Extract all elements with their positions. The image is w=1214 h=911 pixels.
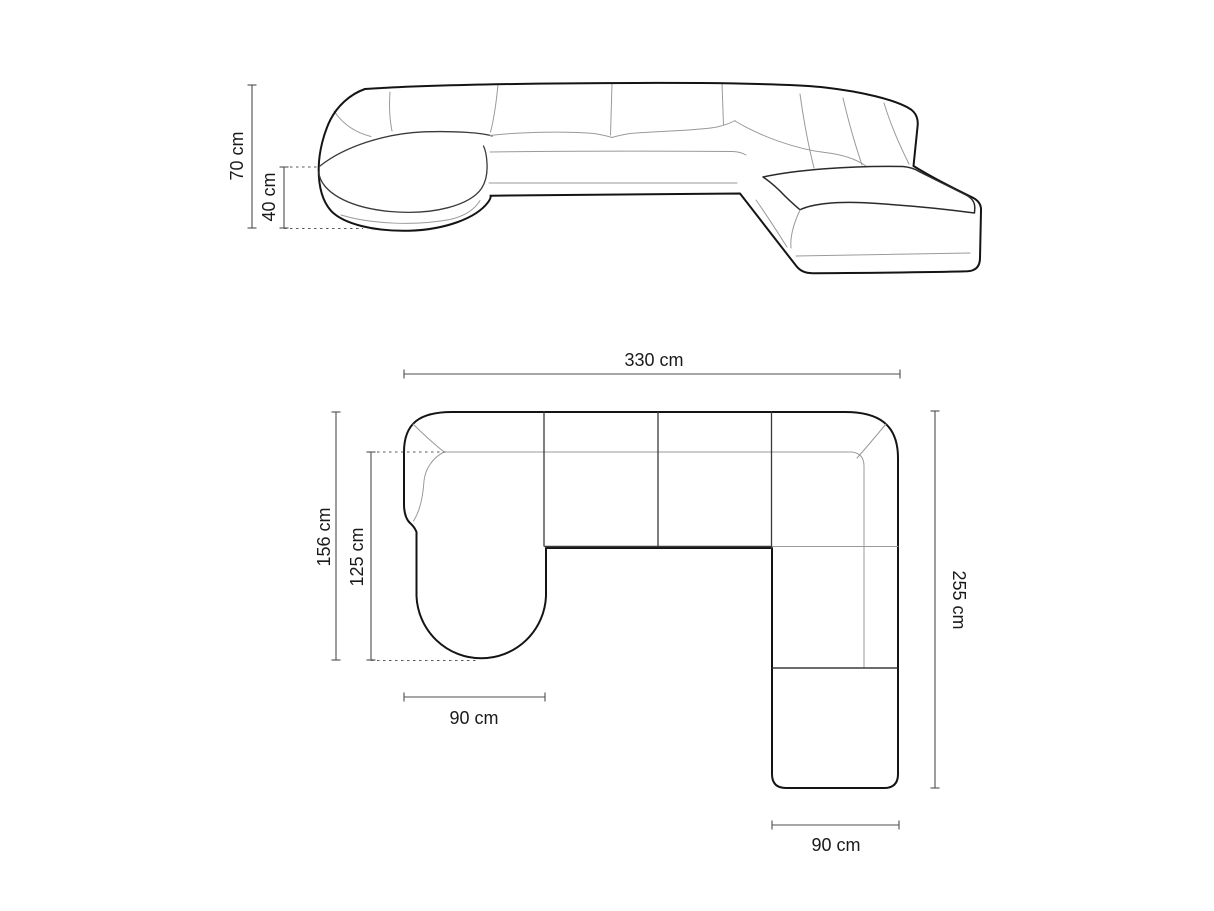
plan-dim-chaise-depth — [314, 412, 341, 660]
plan-dim-chaise-width-label: 90 cm — [449, 708, 499, 728]
plan-dim-ottoman-width — [772, 821, 899, 856]
front-back-seam-lines — [334, 83, 909, 168]
top-view — [314, 350, 969, 855]
plan-dim-chaise-depth-label: 156 cm — [314, 507, 334, 567]
plan-dim-total-depth-label: 255 cm — [949, 570, 969, 630]
plan-sofa-outline — [404, 412, 898, 788]
front-chaise-cushion — [319, 132, 492, 224]
plan-dim-inner-depth-label: 125 cm — [347, 527, 367, 587]
front-dim-seat-height-label: 40 cm — [259, 172, 279, 222]
plan-dim-total-width-label: 330 cm — [624, 350, 684, 370]
plan-dim-ottoman-width-label: 90 cm — [811, 835, 861, 855]
front-view — [227, 83, 981, 273]
front-ottoman-cushion — [763, 166, 975, 213]
front-dim-total-height-label: 70 cm — [227, 131, 247, 181]
plan-dim-chaise-width — [404, 693, 545, 729]
front-dim-total-height — [227, 85, 257, 228]
front-middle-seats — [489, 121, 746, 184]
front-ottoman — [756, 166, 975, 256]
plan-dim-total-width — [404, 350, 900, 379]
plan-dim-total-depth — [931, 411, 970, 788]
front-dim-seat-height — [259, 167, 363, 229]
front-chaise-outline — [319, 89, 491, 231]
